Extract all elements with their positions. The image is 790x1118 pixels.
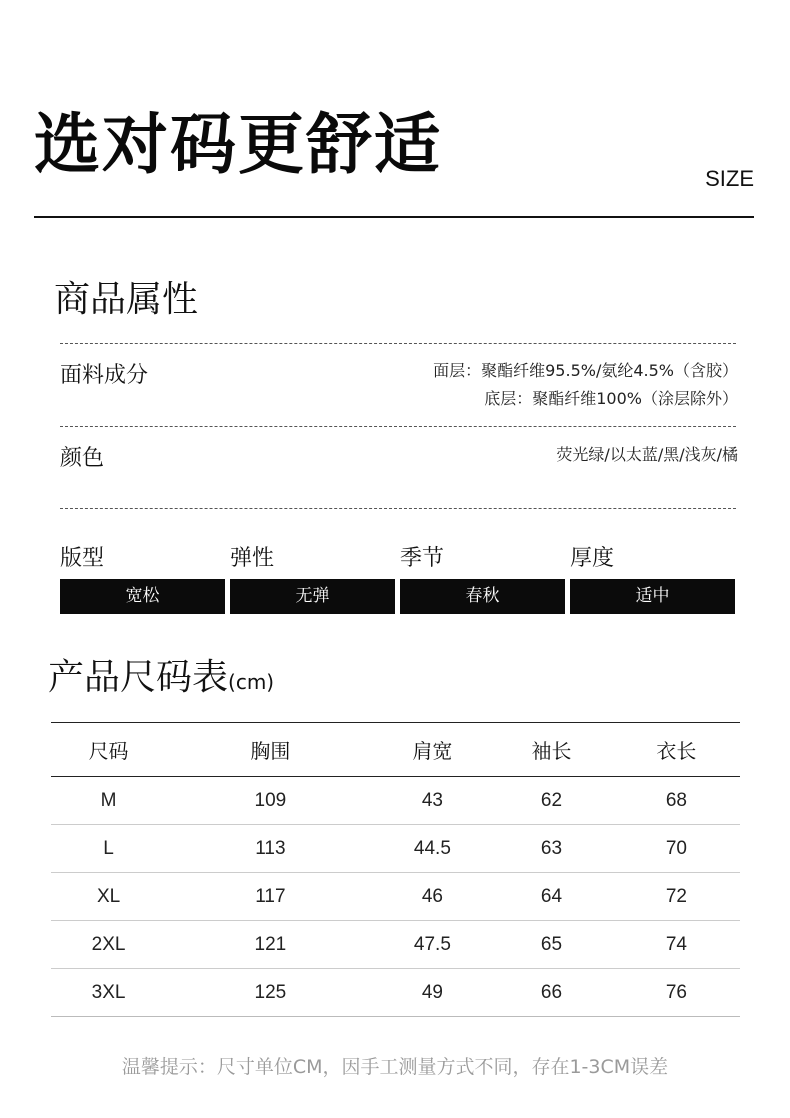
shoulder-cell: 43	[375, 777, 490, 825]
header-size: 尺码	[51, 723, 166, 777]
size-chart-unit: (cm)	[228, 670, 275, 694]
shoulder-cell: 46	[375, 873, 490, 921]
season-label: 季节	[400, 546, 445, 571]
table-header-row	[51, 723, 740, 777]
color-label: 颜色	[60, 446, 105, 471]
dashed-divider	[60, 426, 736, 427]
sleeve-cell: 63	[490, 825, 613, 873]
header-sleeve: 袖长	[490, 723, 613, 777]
length-cell: 72	[613, 873, 740, 921]
size-cell: XL	[51, 873, 166, 921]
table-row	[51, 777, 740, 825]
title-divider	[34, 216, 754, 218]
sleeve-cell: 64	[490, 873, 613, 921]
attributes-heading: 商品属性	[54, 279, 199, 320]
size-cell: L	[51, 825, 166, 873]
color-value: 荧光绿/以太蓝/黑/浅灰/橘	[556, 445, 738, 464]
header-shoulder: 肩宽	[375, 723, 490, 777]
shoulder-cell: 44.5	[375, 825, 490, 873]
shoulder-cell: 47.5	[375, 921, 490, 969]
length-cell: 70	[613, 825, 740, 873]
page-title: 选对码更舒适	[34, 106, 442, 183]
chest-cell: 117	[166, 873, 375, 921]
fabric-inner-layer: 底层：聚酯纤维100%（涂层除外）	[484, 389, 738, 408]
fit-value: 宽松	[60, 579, 225, 614]
dashed-divider	[60, 343, 736, 344]
fit-label: 版型	[60, 546, 105, 571]
elasticity-label: 弹性	[230, 546, 275, 571]
chest-cell: 125	[166, 969, 375, 1017]
chest-cell: 121	[166, 921, 375, 969]
table-row	[51, 969, 740, 1017]
size-chart-title: 产品尺码表	[48, 657, 229, 698]
fabric-label: 面料成分	[60, 363, 149, 388]
sleeve-cell: 65	[490, 921, 613, 969]
sleeve-cell: 66	[490, 969, 613, 1017]
chest-cell: 109	[166, 777, 375, 825]
thickness-label: 厚度	[570, 546, 615, 571]
table-row	[51, 825, 740, 873]
size-label: SIZE	[705, 166, 754, 191]
size-chart-heading	[48, 658, 274, 698]
measurement-note: 温馨提示：尺寸单位CM，因手工测量方式不同，存在1-3CM误差	[121, 1056, 669, 1078]
size-cell: M	[51, 777, 166, 825]
table-row	[51, 873, 740, 921]
length-cell: 74	[613, 921, 740, 969]
fabric-outer-layer: 面层：聚酯纤维95.5%/氨纶4.5%（含胶）	[433, 361, 738, 380]
shoulder-cell: 49	[375, 969, 490, 1017]
length-cell: 68	[613, 777, 740, 825]
size-cell: 3XL	[51, 969, 166, 1017]
season-value: 春秋	[400, 579, 565, 614]
header-chest: 胸围	[166, 723, 375, 777]
sleeve-cell: 62	[490, 777, 613, 825]
length-cell: 76	[613, 969, 740, 1017]
elasticity-value: 无弹	[230, 579, 395, 614]
table-row	[51, 921, 740, 969]
size-cell: 2XL	[51, 921, 166, 969]
header-length: 衣长	[613, 723, 740, 777]
chest-cell: 113	[166, 825, 375, 873]
dashed-divider	[60, 508, 736, 509]
thickness-value: 适中	[570, 579, 735, 614]
size-table	[51, 722, 740, 1017]
